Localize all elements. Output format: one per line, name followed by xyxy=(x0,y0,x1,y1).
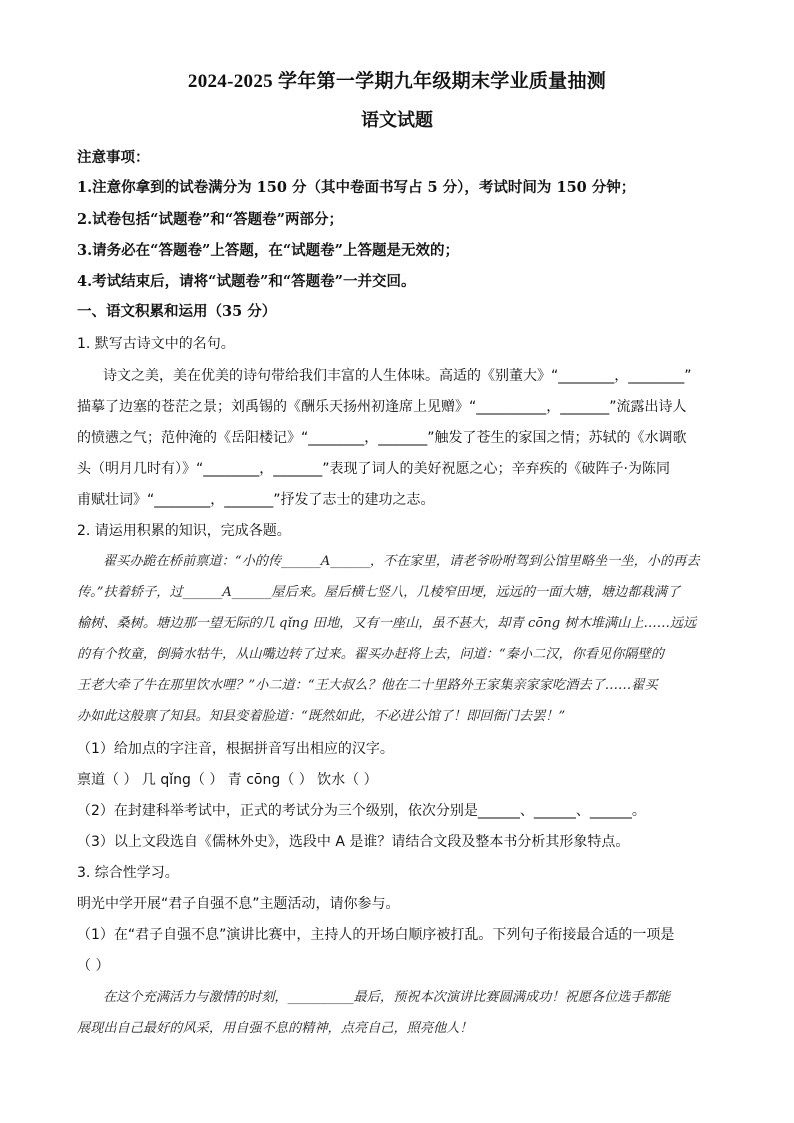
question-2-sub-3: （3）以上文段选自《儒林外史》，选段中 A 是谁？请结合文段及整本书分析其形象特点。 xyxy=(77,834,630,850)
question-1-line: 描摹了边塞的苍茫之景；刘禹锡的《酬乐天扬州初逢席上见赠》“__________，_______”流露出诗人 xyxy=(77,399,687,415)
question-2-passage-line: 的有个牧童，倒骑水牯牛，从山嘴边转了过来。翟买办赶将上去，问道：“秦小二汉，你看见你隔壁的 xyxy=(77,647,664,662)
question-2-sub-2: （2）在封建科举考试中，正式的考试分为三个级别，依次分别是______、______、______。 xyxy=(77,803,646,819)
question-2-sub-1: （1）给加点的字注音，根据拼音写出相应的汉字。 xyxy=(77,741,394,757)
question-2-passage-line: 办如此这般禀了知县。知县变着脸道：“既然如此，不必进公馆了！即回衙门去罢！” xyxy=(77,709,566,724)
question-2-blanks: 禀道（ ） 几 qǐng（ ） 青 cōng（ ） 饮水（ ） xyxy=(77,772,378,788)
question-2-stem: 2. 请运用积累的知识，完成各题。 xyxy=(77,523,291,539)
question-3-stem: 3. 综合性学习。 xyxy=(77,865,179,881)
question-1-line: 头（明月几时有）》“________，_______”表现了词人的美好祝愿之心；辛弃疾的《破阵子·为陈同 xyxy=(77,461,670,477)
exam-title: 2024-2025 学年第一学期九年级期末学业质量抽测 xyxy=(187,71,607,92)
exam-subtitle: 语文试题 xyxy=(361,110,433,130)
question-2-passage-line: 翟买办跪在桥前禀道：“小的传______A______，不在家里，请老爷吩咐驾到公馆里略坐一坐，小的再去 xyxy=(103,554,700,569)
notice-item-4: 4.考试结束后，请将“试题卷”和“答题卷”一并交回。 xyxy=(77,273,416,290)
question-2-passage-line: 传。”扶着轿子，过______A______屋后来。屋后横七竖八，几棱窄田埂，远远的一面大塘，塘边都栽满了 xyxy=(77,585,681,600)
question-2-passage-line: 王老大牵了牛在那里饮水哩？”小二道：“王大叔么？他在二十里路外王家集亲家家吃酒去了……翟买 xyxy=(77,678,658,693)
question-1-line: 甫赋壮词》“________，_______”抒发了志士的建功之志。 xyxy=(77,492,435,508)
question-3-passage-line: 展现出自己最好的风采，用自强不息的精神，点亮自己，照亮他人！ xyxy=(77,1021,473,1036)
section-heading: 一、语文积累和运用（35 分） xyxy=(77,303,277,320)
notice-heading: 注意事项： xyxy=(77,149,150,166)
question-1-stem: 1. 默写古诗文中的名句。 xyxy=(77,336,235,352)
question-1-line: 的愤懑之气；范仲淹的《岳阳楼记》“________，_______”触发了苍生的家国之情；苏轼的《水调歌 xyxy=(77,430,687,446)
notice-item-2: 2.试卷包括“试题卷”和“答题卷”两部分； xyxy=(77,211,343,228)
question-3-sub-1: （1）在“君子自强不息”演讲比赛中，主持人的开场白顺序被打乱。下列句子衔接最合适的一项是 xyxy=(77,927,675,943)
question-1-line: 诗文之美，美在优美的诗句带给我们丰富的人生体味。高适的《别董大》“________，________” xyxy=(103,368,692,384)
answer-parentheses: （ ） xyxy=(77,958,110,974)
notice-item-1: 1.注意你拿到的试卷满分为 150 分（其中卷面书写占 5 分），考试时间为 150 分钟； xyxy=(77,179,636,196)
question-2-passage-line: 榆树、桑树。塘边那一望无际的几 qǐng 田地，又有一座山，虽不甚大，却青 cōng 树木堆满山上……远远 xyxy=(77,616,697,631)
notice-item-3: 3.请务必在“答题卷”上答题，在“试题卷”上答题是无效的； xyxy=(77,242,459,259)
question-3-passage-line: 在这个充满活力与激情的时刻，__________最后，预祝本次演讲比赛圆满成功！祝愿各位选手都能 xyxy=(103,990,671,1005)
question-3-intro: 明光中学开展“君子自强不息”主题活动，请你参与。 xyxy=(77,896,400,912)
